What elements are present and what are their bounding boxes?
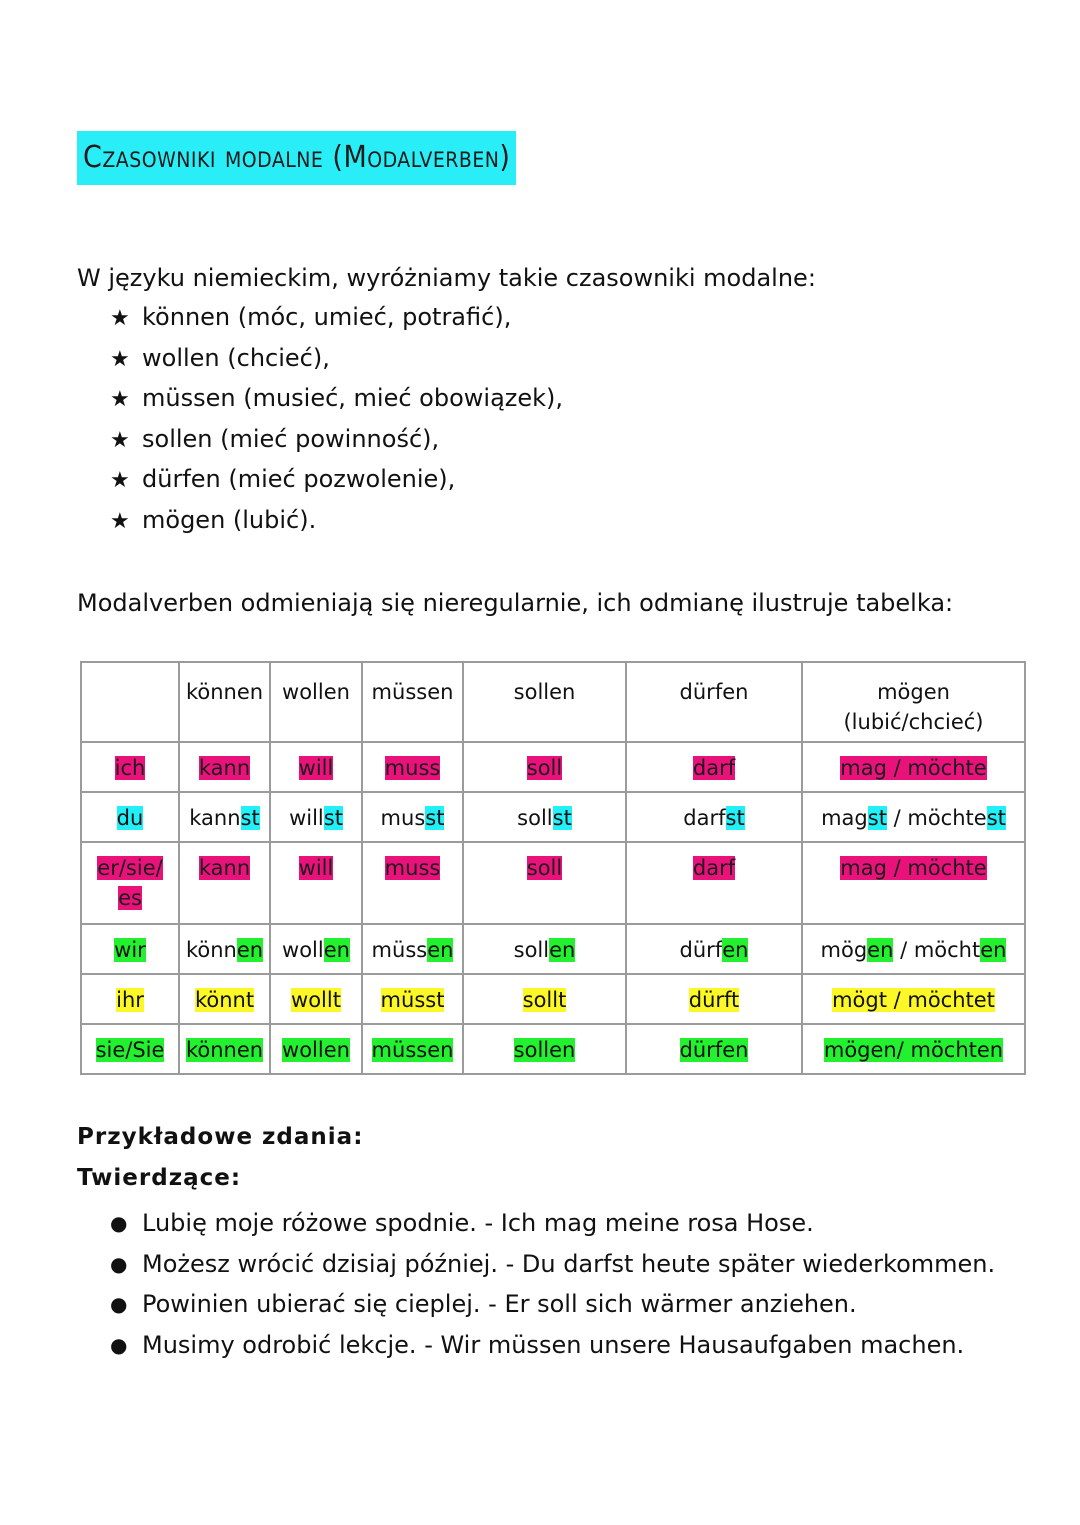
verb-stem: mag <box>821 806 868 830</box>
verb-cell <box>626 1024 802 1074</box>
verb-ending: en <box>236 938 264 962</box>
verb-cell <box>626 792 802 842</box>
verb-cell <box>463 842 626 924</box>
verb-ending: en <box>722 938 749 962</box>
verb-form: muss <box>384 756 441 780</box>
verb-cell <box>463 924 626 974</box>
verb-form: kann <box>198 856 251 880</box>
list-item: ● Powinien ubierać się cieplej. - Er soll sich wärmer anziehen. <box>110 1284 1010 1325</box>
verb-form: wollt <box>291 988 341 1012</box>
verb-cell <box>270 974 362 1024</box>
verb-cell <box>626 924 802 974</box>
pronoun-cell <box>81 1024 179 1074</box>
verb-stem: soll <box>513 938 550 962</box>
verb-form: soll <box>526 756 563 780</box>
verb-cell <box>362 792 463 842</box>
verb-cell <box>270 792 362 842</box>
list-item: ● Możesz wrócić dzisiaj później. - Du darfst heute später wiederkommen. <box>110 1244 1010 1285</box>
pronoun-label: es <box>118 886 142 910</box>
page-title: Czasowniki modalne (Modalverben) <box>77 131 516 185</box>
verb-cell <box>463 1024 626 1074</box>
star-icon: ★ <box>110 508 130 534</box>
bullet-icon: ● <box>110 1292 128 1316</box>
pronoun-cell <box>81 924 179 974</box>
table-row <box>81 742 1025 792</box>
verb-ending: st <box>552 806 572 830</box>
header-label: (lubić/chcieć) <box>843 710 984 734</box>
verb-form: mögt / möchtet <box>832 988 995 1012</box>
pronoun-label: du <box>116 806 144 830</box>
verb-cell <box>362 924 463 974</box>
header-cell <box>802 662 1025 742</box>
separator: / <box>886 806 908 830</box>
verb-cell <box>362 974 463 1024</box>
verb-form: können <box>185 1038 264 1062</box>
modal-verb-list <box>110 297 563 540</box>
verb-ending: en <box>427 938 454 962</box>
verb-cell <box>463 742 626 792</box>
verb-form: könnt <box>194 988 255 1012</box>
verb-cell <box>270 842 362 924</box>
intro-text: W języku niemieckim, wyróżniamy takie czasowniki modalne: <box>77 264 816 292</box>
verb-cell <box>802 742 1025 792</box>
table-row <box>81 974 1025 1024</box>
header-cell: wollen <box>270 662 362 742</box>
verb-stem: könn <box>185 938 237 962</box>
pronoun-label: wir <box>114 938 146 962</box>
list-item: ★ sollen (mieć powinność), <box>110 419 563 460</box>
verb-ending: st <box>240 806 260 830</box>
verb-form: will <box>298 756 334 780</box>
pronoun-cell <box>81 842 179 924</box>
table-intro-text: Modalverben odmieniają się nieregularnie, ich odmianę ilustruje tabelka: <box>77 589 954 617</box>
verb-cell <box>362 1024 463 1074</box>
verb-form: wollen <box>282 1038 350 1062</box>
verb-cell <box>802 974 1025 1024</box>
list-item: ★ können (móc, umieć, potrafić), <box>110 297 563 338</box>
star-icon: ★ <box>110 306 130 331</box>
verb-ending: st <box>425 806 445 830</box>
verb-form: dürft <box>688 988 740 1012</box>
verb-cell <box>626 974 802 1024</box>
verb-form: darf <box>692 856 736 880</box>
verb-cell <box>626 842 802 924</box>
verb-ending: en <box>980 938 1007 962</box>
header-cell <box>81 662 179 742</box>
verb-stem: soll <box>517 806 553 830</box>
verb-cell <box>179 924 270 974</box>
pronoun-cell <box>81 974 179 1024</box>
verb-stem: mus <box>380 806 426 830</box>
verb-cell <box>463 974 626 1024</box>
verb-cell <box>802 842 1025 924</box>
list-item: ★ mögen (lubić). <box>110 500 563 541</box>
verb-form: mag / möchte <box>840 856 987 880</box>
verb-ending: en <box>549 938 576 962</box>
list-item: ★ dürfen (mieć pozwolenie), <box>110 459 563 500</box>
verb-ending: st <box>725 806 745 830</box>
pronoun-label: ihr <box>116 988 144 1012</box>
verb-form: soll <box>526 856 563 880</box>
verb-stem: mög <box>820 938 868 962</box>
verb-cell <box>179 1024 270 1074</box>
verb-cell <box>270 924 362 974</box>
pronoun-label: er/sie/ <box>97 856 163 880</box>
list-item: ● Musimy odrobić lekcje. - Wir müssen unsere Hausaufgaben machen. <box>110 1325 1010 1366</box>
verb-stem: möchte <box>907 806 987 830</box>
verb-stem: darf <box>683 806 726 830</box>
verb-cell <box>802 792 1025 842</box>
verb-cell <box>179 792 270 842</box>
verb-form: müsst <box>380 988 445 1012</box>
verb-cell <box>463 792 626 842</box>
table-row <box>81 792 1025 842</box>
star-icon: ★ <box>110 468 130 493</box>
verb-form: müssen <box>371 1038 454 1062</box>
verb-stem: woll <box>282 938 324 962</box>
star-icon: ★ <box>110 427 130 453</box>
verb-cell <box>179 842 270 924</box>
verb-cell <box>626 742 802 792</box>
verb-form: sollen <box>513 1038 576 1062</box>
star-icon: ★ <box>110 387 130 412</box>
table-row <box>81 842 1025 924</box>
verb-ending: en <box>867 938 894 962</box>
bullet-icon: ● <box>110 1211 128 1235</box>
list-item: ★ wollen (chcieć), <box>110 338 563 379</box>
verb-cell <box>802 1024 1025 1074</box>
verb-ending: st <box>323 806 343 830</box>
pronoun-cell <box>81 792 179 842</box>
verb-cell <box>270 1024 362 1074</box>
verb-cell <box>362 842 463 924</box>
affirmative-heading: Twierdzące: <box>77 1165 242 1191</box>
verb-ending: st <box>867 806 887 830</box>
conjugation-table <box>80 661 1026 1075</box>
verb-form: darf <box>692 756 736 780</box>
examples-heading: Przykładowe zdania: <box>77 1124 364 1150</box>
header-label: mögen <box>877 680 950 704</box>
header-cell: dürfen <box>626 662 802 742</box>
verb-form: mag / möchte <box>840 756 987 780</box>
verb-stem: müss <box>371 938 428 962</box>
verb-stem: kann <box>189 806 241 830</box>
pronoun-cell <box>81 742 179 792</box>
verb-stem: dürf <box>679 938 723 962</box>
verb-cell <box>362 742 463 792</box>
header-cell: sollen <box>463 662 626 742</box>
list-item: ★ müssen (musieć, mieć obowiązek), <box>110 378 563 419</box>
verb-form: sollt <box>522 988 567 1012</box>
verb-form: dürfen <box>679 1038 749 1062</box>
verb-cell <box>179 742 270 792</box>
verb-form: will <box>298 856 334 880</box>
verb-cell <box>802 924 1025 974</box>
verb-ending: en <box>323 938 350 962</box>
verb-stem: will <box>289 806 324 830</box>
bullet-icon: ● <box>110 1251 128 1276</box>
verb-form: muss <box>384 856 441 880</box>
star-icon: ★ <box>110 346 130 372</box>
bullet-icon: ● <box>110 1332 128 1357</box>
pronoun-label: sie/Sie <box>95 1038 165 1062</box>
header-cell: müssen <box>362 662 463 742</box>
verb-form: mögen/ möchten <box>823 1038 1004 1062</box>
table-row <box>81 1024 1025 1074</box>
verb-ending: st <box>986 806 1006 830</box>
pronoun-label: ich <box>114 756 146 780</box>
verb-stem: möcht <box>913 938 981 962</box>
header-cell: können <box>179 662 270 742</box>
examples-list <box>110 1203 1010 1365</box>
verb-cell <box>179 974 270 1024</box>
table-row <box>81 924 1025 974</box>
separator: / <box>893 938 914 962</box>
verb-form: kann <box>198 756 251 780</box>
list-item: ● Lubię moje różowe spodnie. - Ich mag meine rosa Hose. <box>110 1203 1010 1244</box>
table-header-row <box>81 662 1025 742</box>
verb-cell <box>270 742 362 792</box>
